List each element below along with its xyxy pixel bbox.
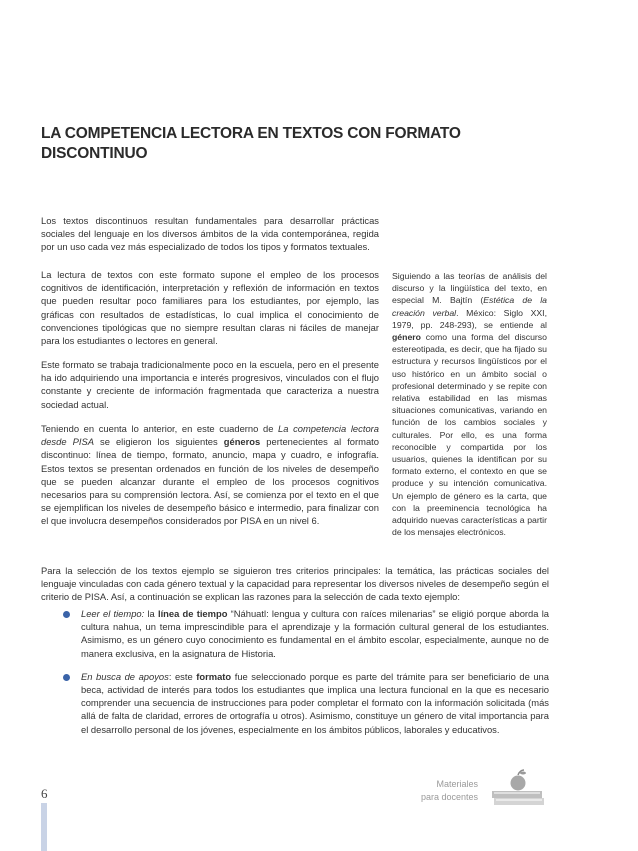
- footer-label: [394, 778, 478, 804]
- text-span: Teniendo en cuenta lo anterior, en este cuaderno de: [41, 423, 279, 434]
- page-number: 6: [41, 786, 48, 801]
- book-title: La competencia lectora desde PISA: [41, 423, 379, 448]
- book-title: Estética de la creación verbal: [392, 295, 548, 318]
- text-span: : este: [168, 670, 197, 682]
- item-lead: En busca de apoyos: [81, 670, 169, 682]
- keyword-generos: géneros: [223, 436, 261, 448]
- text-span: . México: Siglo XXI, 1979, pp. 248-293), se entiende al: [392, 307, 547, 330]
- text-span: fue seleccionado porque es parte del trámite para ser beneficiario de una beca, actividad de interés para todos los estudiantes que implica una lectura funcional en la que es necesario comprender una secuencia de instrucciones para poder completar el formato con la información solicitada (más allá de falta de claridad, errores de ortografía u otros). Asimismo, constituye un género de vital importancia para el desarrollo personal de los jóvenes, especialmente en los ámbitos públicos, laborales y educativos.: [81, 670, 549, 735]
- paragraph-intro: Los textos discontinuos resultan fundamentales para desarrollar prácticas sociales del lenguaje en los diversos ámbitos de la vida contemporánea, regida por un uso cada vez más especializado de todos los tipos y formatos textuales.: [41, 215, 379, 253]
- page-title: LA COMPETENCIA LECTORA EN TEXTOS CON FORMATO DISCONTINUO: [41, 125, 461, 162]
- list-item: [41, 670, 549, 736]
- books-apple-icon: [488, 768, 548, 808]
- text-span: Siguiendo a las teorías de análisis del discurso y la lingüística del texto, en especial M. Bajtín (: [392, 271, 547, 306]
- text-span: “Náhuatl: lengua y cultura con raíces milenarias” se eligió porque aborda la cultura nahua, un tema imprescindible para el aprendizaje y la formación cultural general de los estudiantes. Asimismo, es un género cuyo conocimiento es fundamental en el ámbito escolar, especialmente, aunque no de manera exclusiva, en la asignatura de Historia.: [81, 608, 549, 659]
- bullet-icon: [63, 674, 70, 681]
- list-item: [41, 607, 549, 660]
- text-span: pertenecientes al formato discontinuo: línea de tiempo, formato, anuncio, mapa y cuadro, e infografía. Estos textos se presentan ordenados en función de los niveles de desempeño que se pueden alcanzar durante el empleo de los procesos cognitivos necesarios para su comprensión lectora. Así, se comienza por el texto en el que se ejemplifican los niveles de desempeño básico e intermedio, para finalizar con el que involucra desempeños considerados por PISA en un nivel 6.: [41, 436, 379, 527]
- item-keyword: formato: [196, 670, 232, 682]
- text-span: la: [144, 608, 158, 619]
- page-margin-bar: [41, 803, 47, 851]
- paragraph-genres: [41, 422, 379, 528]
- footer-line: Materiales: [436, 779, 478, 789]
- keyword-genero: género: [392, 332, 421, 343]
- text-span: se eligieron los siguientes: [93, 436, 224, 448]
- paragraph-format: Este formato se trabaja tradicionalmente poco en la escuela, pero en el presente ha ido adquiriendo una importancia e interés progresivos, vinculados con el flujo constante y creciente de información fragmentada que caracteriza a nuestra sociedad actual.: [41, 359, 379, 410]
- sidebar-note: [392, 270, 547, 538]
- criteria-list: [41, 607, 549, 746]
- paragraph-cognitive: La lectura de textos con este formato supone el empleo de los procesos cognitivos de identificación, interpretación y reflexión de información en textos que pueden resultar poco familiares para los estudiantes, por ejemplo, las gráficas con resultados de estadísticas, lo cual implica el conocimiento de convenciones tipológicas que no siempre resultan claras ni fáciles de manejar para los estudiantes o lectores en general.: [41, 269, 379, 347]
- text-span: como una forma del discurso estereotipada, es decir, que ha fijado su estructura y recursos lingüísticos por el uso histórico en un ámbito social o profesional determinado y se repite con relativa estabilidad en las mismas situaciones comunicativas, variando en función de los cambios sociales y culturales. Por ello, es una forma reconocible y compartida por los usuarios, quienes la identifican por su formato externo, el contexto en que se produce y su intención comunicativa. Un ejemplo de género es la carta, que con la preeminencia tecnológica ha adquirido nuevas características a partir de los mensajes electrónicos.: [392, 332, 547, 538]
- bullet-icon: [63, 611, 70, 618]
- item-keyword: línea de tiempo: [157, 608, 228, 619]
- footer-line: para docentes: [420, 792, 478, 802]
- item-lead: Leer el tiempo:: [81, 608, 145, 619]
- paragraph-selection: Para la selección de los textos ejemplo se siguieron tres criterios principales: la temática, las prácticas sociales del lenguaje vinculadas con cada género textual y la capacidad para representar los diversos niveles de desempeño según el criterio de PISA. Así, a continuación se explican las razones para la selección de cada texto ejemplo:: [41, 565, 549, 603]
